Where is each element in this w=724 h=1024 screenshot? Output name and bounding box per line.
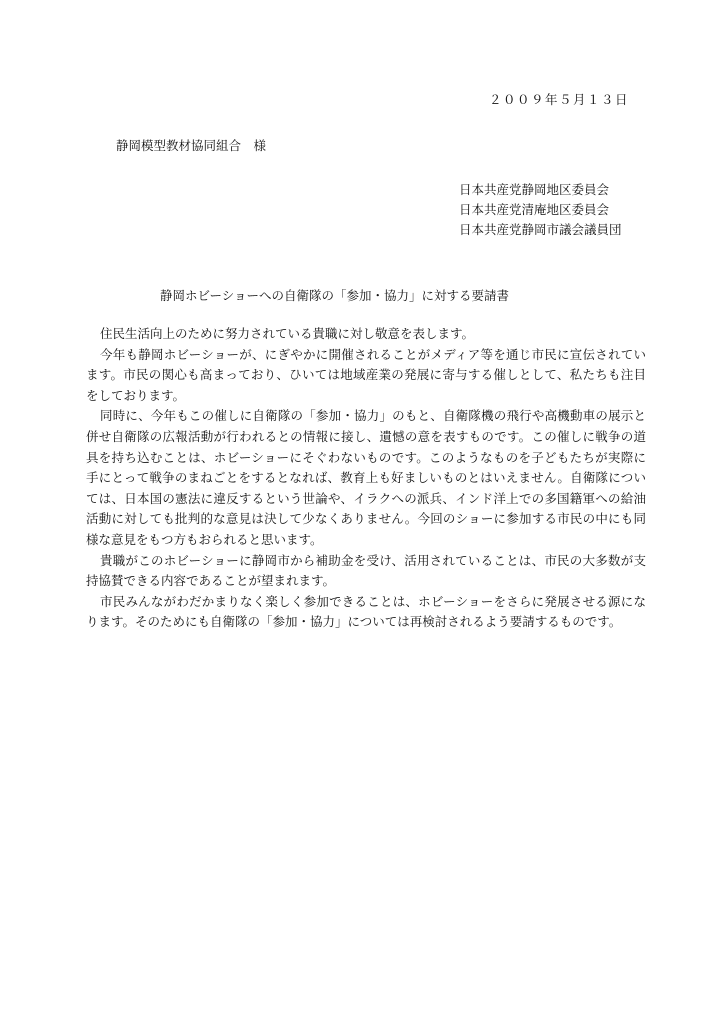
body-paragraph: 住民生活向上のために努力されている貴職に対し敬意を表します。 [100,326,475,341]
document-body [86,324,646,633]
addressee: 静岡模型教材協同組合 様 [116,138,267,153]
body-paragraph: 貴職がこのホビーショーに静岡市から補助金を受け、活用されていることは、市民の大多数が支持協賛できる内容であることが望まれます。 [86,552,646,589]
document-date: ２００９年５月１３日 [488,92,629,107]
sender-block [459,180,622,240]
sender-line: 日本共産党清庵地区委員会 [459,202,610,217]
sender-line: 日本共産党静岡市議会議員団 [459,222,622,237]
body-paragraph: 同時に、今年もこの催しに自衛隊の「参加・協力」のもと、自衛隊機の飛行や高機動車の展示と併せ自衛隊の広報活動が行われるとの情報に接し、遺憾の意を表すものです。この催しに戦争の道具を持ち込むことは、ホビーショーにそぐわないものです。このようなものを子どもたちが実際に手にとって戦争のまねごとをするとなれば、教育上も好ましいものとはいえません。自衛隊については、日本国の憲法に違反するという世論や、イラクへの派兵、インド洋上での多国籍軍への給油活動に対しても批判的な意見は決して少なくありません。今回のショーに参加する市民の中にも同様な意見をもつ方もおられると思います。 [86,408,646,547]
sender-line: 日本共産党静岡地区委員会 [459,182,610,197]
document-title: 静岡ホビーショーへの自衛隊の「参加・協力」に対する要請書 [160,288,510,303]
body-paragraph: 市民みんながわだかまりなく楽しく参加できることは、ホビーショーをさらに発展させる源になります。そのためにも自衛隊の「参加・協力」については再検討されるよう要請するものです。 [86,593,646,630]
body-paragraph: 今年も静岡ホビーショーが、にぎやかに開催されることがメディア等を通じ市民に宣伝されています。市民の関心も高まっており、ひいては地域産業の発展に寄与する催しとして、私たちも注目をしております。 [86,346,646,403]
